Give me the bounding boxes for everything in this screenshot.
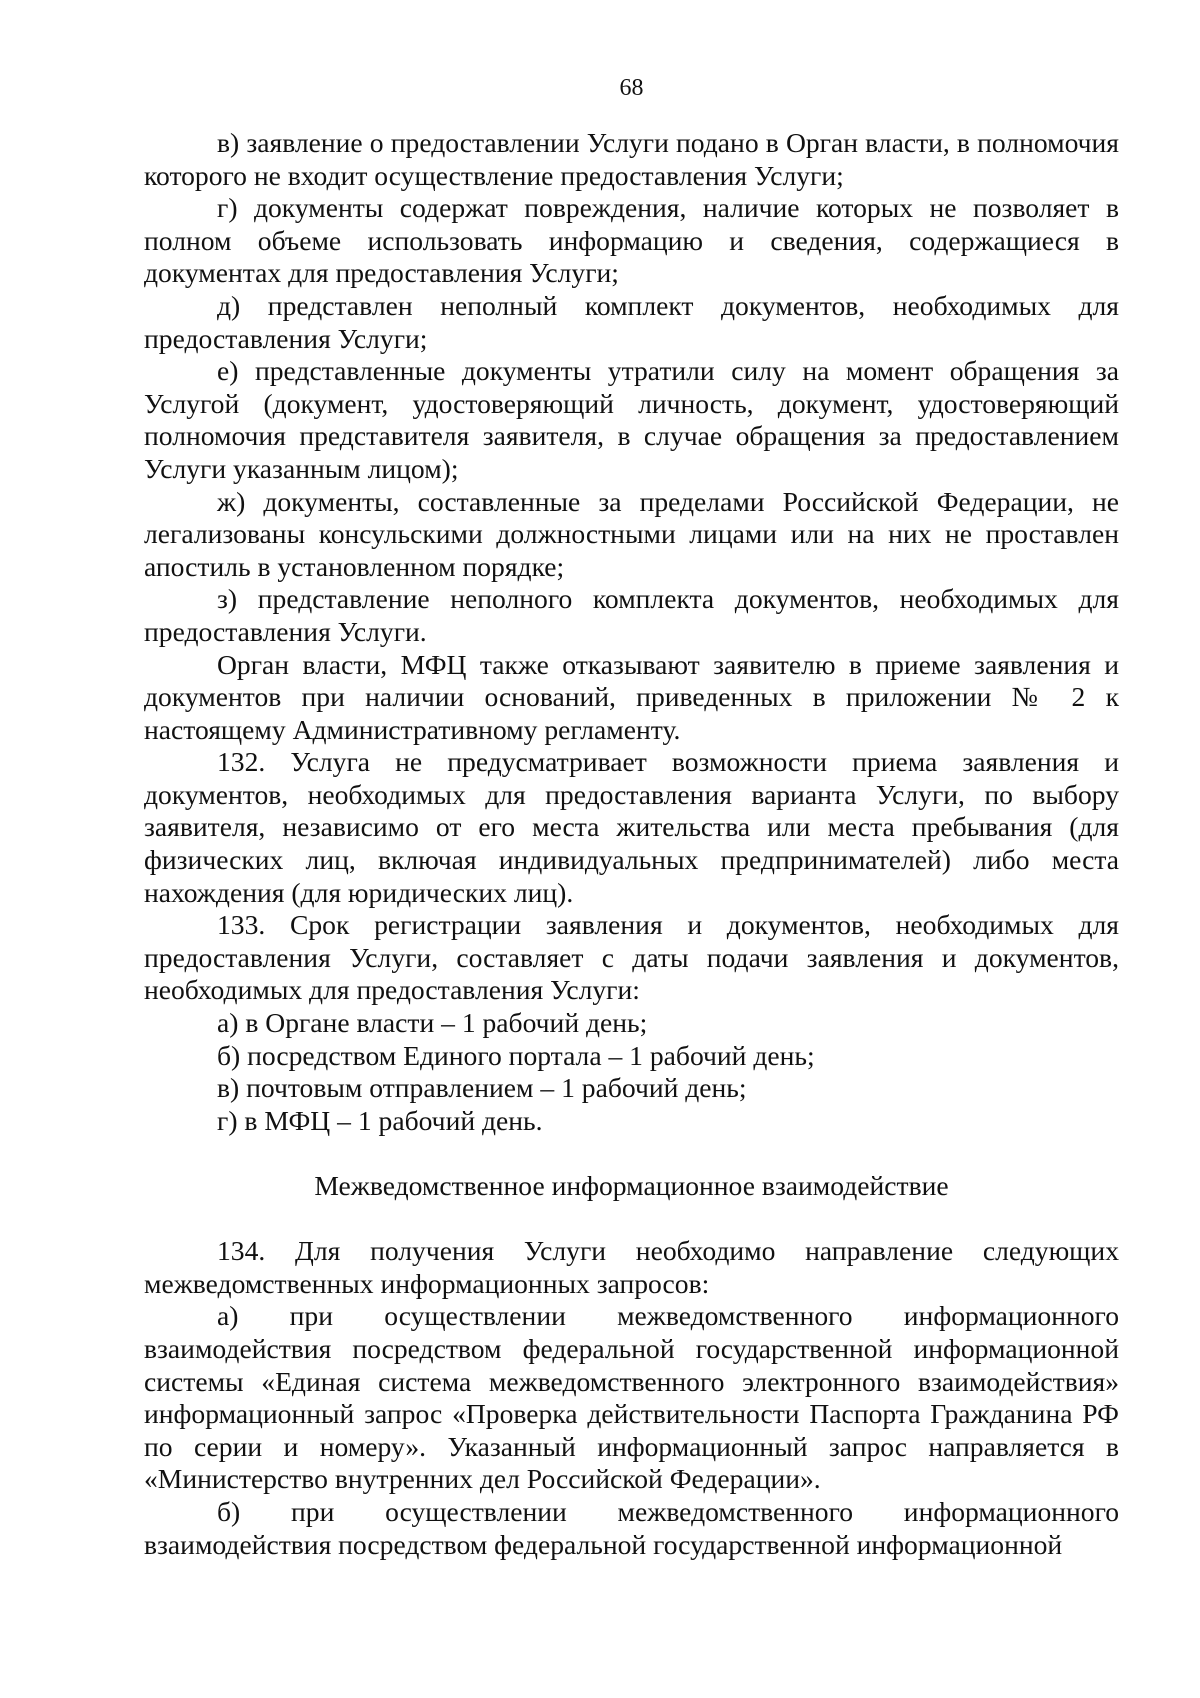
document-page [144, 0, 1119, 1698]
paragraph-134: 134. Для получения Услуги необходимо направление следующих межведомственных информационных запросов: [144, 1235, 1119, 1299]
paragraph-item-e: е) представленные документы утратили силу на момент обращения за Услугой (документ, удостоверяющий личность, документ, удостоверяющий полномочия представителя заявителя, в случае обращения за предоставлением Услуги указанным лицом); [144, 355, 1119, 484]
paragraph-item-zh: ж) документы, составленные за пределами Российской Федерации, не легализованы консульскими должностными лицами или на них не проставлен апостиль в установленном порядке; [144, 485, 1119, 582]
paragraph-133-a: а) в Органе власти – 1 рабочий день; [217, 1007, 648, 1039]
paragraph-134-a: а) при осуществлении межведомственного информационного взаимодействия посредством федеральной государственной информационной системы «Единая система межведомственного электронного взаимодействия» информационный запрос «Проверка действительности Паспорта Гражданина РФ по серии и номеру». Указанный информационный запрос направляется в «Министерство внутренних дел Российской Федерации». [144, 1300, 1119, 1495]
paragraph-133-b: б) посредством Единого портала – 1 рабочий день; [217, 1039, 815, 1071]
paragraph-refusal-note: Орган власти, МФЦ также отказывают заявителю в приеме заявления и документов при наличии оснований, приведенных в приложении № 2 к настоящему Административному регламенту. [144, 648, 1119, 745]
paragraph-134-b: б) при осуществлении межведомственного информационного взаимодействия посредством федеральной государственной информационной [144, 1495, 1119, 1560]
section-heading: Межведомственное информационное взаимодействие [314, 1170, 949, 1201]
paragraph-133: 133. Срок регистрации заявления и документов, необходимых для предоставления Услуги, составляет с даты подачи заявления и документов, необходимых для предоставления Услуги: [144, 909, 1119, 1006]
paragraph-item-g: г) документы содержат повреждения, наличие которых не позволяет в полном объеме использовать информацию и сведения, содержащиеся в документах для предоставления Услуги; [144, 192, 1119, 289]
document-body [144, 127, 1119, 1561]
paragraph-133-g: г) в МФЦ – 1 рабочий день. [217, 1104, 543, 1136]
paragraph-item-z: з) представление неполного комплекта документов, необходимых для предоставления Услуги. [144, 583, 1119, 647]
page-number: 68 [619, 75, 644, 101]
paragraph-132: 132. Услуга не предусматривает возможности приема заявления и документов, необходимых для предоставления варианта Услуги, по выбору заявителя, независимо от его места жительства или места пребывания (для физических лиц, включая индивидуальных предпринимателей) либо места нахождения (для юридических лиц). [144, 746, 1119, 908]
paragraph-item-v: в) заявление о предоставлении Услуги подано в Орган власти, в полномочия которого не входит осуществление предоставления Услуги; [144, 127, 1119, 191]
paragraph-133-v: в) почтовым отправлением – 1 рабочий день; [217, 1072, 747, 1104]
paragraph-item-d: д) представлен неполный комплект документов, необходимых для предоставления Услуги; [144, 289, 1119, 354]
